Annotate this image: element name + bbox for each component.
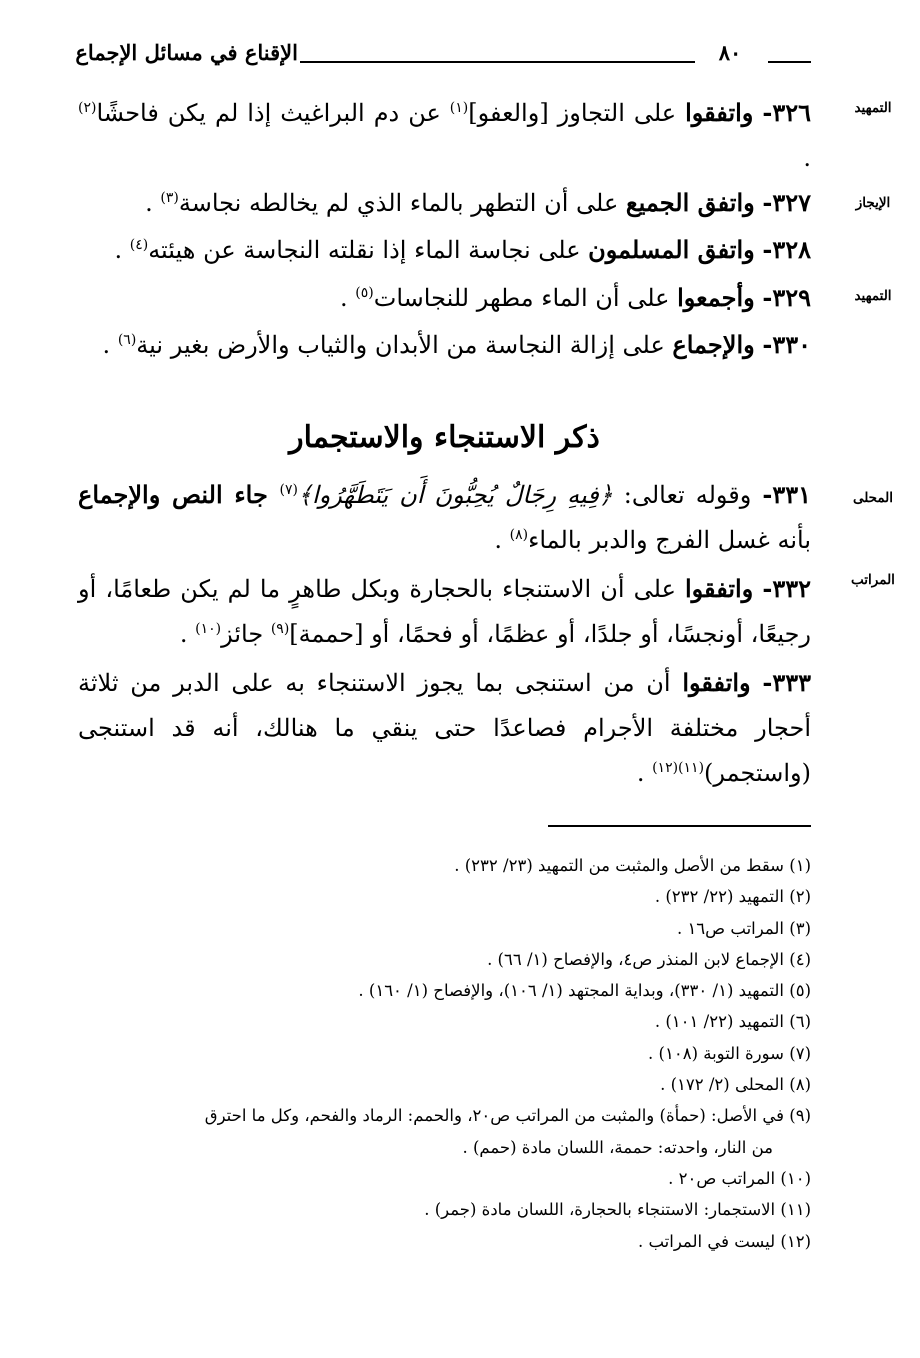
paragraph-text: على أن التطهر بالماء الذي لم يخالطه نجاسة bbox=[178, 189, 626, 217]
footnote-ref: (١) bbox=[449, 100, 469, 116]
paragraph-end: . bbox=[114, 236, 130, 264]
paragraph-number: ٣٣١- bbox=[762, 480, 811, 509]
margin-label-maratib: المراتب bbox=[851, 572, 895, 588]
paragraph-number: ٣٢٩- bbox=[762, 283, 811, 312]
paragraph-328 bbox=[78, 227, 811, 273]
footnote-9: (٩) في الأصل: (حمأة) والمثبت من المراتب ص٢٠، والحمم: الرماد والفحم، وكل ما احترق bbox=[204, 1106, 811, 1126]
margin-label-ijaz: الإيجاز bbox=[855, 195, 891, 211]
paragraph-keyword: واتفقوا bbox=[682, 668, 751, 697]
paragraph-keyword: والإجماع bbox=[672, 330, 755, 359]
footnote-6: (٦) التمهيد (٢٢/ ١٠١) . bbox=[654, 1012, 811, 1032]
footnotes bbox=[70, 850, 811, 1257]
footnote-ref: (٥) bbox=[355, 285, 374, 301]
paragraph-331 bbox=[78, 472, 811, 563]
paragraph-327 bbox=[78, 180, 811, 226]
footnote-3: (٣) المراتب ص١٦ . bbox=[676, 918, 811, 938]
footnote-4: (٤) الإجماع لابن المنذر ص٤، والإفصاح (١/ ٦٦) . bbox=[487, 949, 811, 969]
footnote-ref: (٧) bbox=[279, 482, 298, 498]
paragraph-keyword: واتفق المسلمون bbox=[588, 235, 755, 264]
paragraph-end: . bbox=[145, 189, 161, 217]
footnote-8: (٨) المحلى (٢/ ١٧٢) . bbox=[660, 1075, 811, 1095]
footnote-ref: (٨) bbox=[509, 527, 529, 543]
footnote-separator bbox=[548, 825, 811, 827]
paragraph-end: . bbox=[340, 284, 356, 312]
header-rule bbox=[300, 61, 695, 63]
paragraph-333 bbox=[78, 660, 811, 796]
paragraph-text: على التجاوز [والعفو] bbox=[468, 99, 686, 127]
footnote-ref: (٦) bbox=[117, 332, 137, 348]
paragraph-keyword: واتفقوا bbox=[685, 98, 754, 127]
paragraph-end: . bbox=[102, 331, 118, 359]
paragraph-end: . bbox=[636, 759, 653, 787]
footnote-7: (٧) سورة التوبة (١٠٨) . bbox=[648, 1043, 811, 1063]
footnote-11: (١١) الاستجمار: الاستنجاء بالحجارة، اللسان مادة (جمر) . bbox=[424, 1200, 811, 1220]
paragraph-keyword: واتفق الجميع bbox=[625, 188, 755, 217]
margin-label-tamheed-2: التمهيد bbox=[854, 288, 892, 304]
paragraph-number: ٣٣٠- bbox=[762, 330, 811, 359]
footnote-5: (٥) التمهيد (١/ ٣٣٠)، وبداية المجتهد (١/ ١٠٦)، والإفصاح (١/ ١٦٠) . bbox=[358, 981, 811, 1001]
paragraph-text: على إزالة النجاسة من الأبدان والثياب والأرض بغير نية bbox=[136, 331, 673, 359]
margin-label-tamheed-1: التمهيد bbox=[854, 100, 892, 116]
footnote-ref: (٢) bbox=[78, 100, 97, 116]
paragraph-329 bbox=[78, 275, 811, 321]
paragraph-text: على أن الاستنجاء بالحجارة وبكل طاهرٍ ما لم يكن طعامًا، أو رجيعًا، أونجسًا، أو جلدًا، أو عظمًا، أو فحمًا، أو [حممة] bbox=[78, 575, 811, 648]
footnote-ref: (٤) bbox=[129, 237, 149, 253]
paragraph-text: وقوله تعالى: bbox=[612, 481, 763, 509]
running-title: الإقناع في مسائل الإجماع bbox=[75, 40, 298, 65]
paragraph-number: ٣٢٨- bbox=[762, 235, 811, 264]
paragraph-number: ٣٢٧- bbox=[762, 188, 811, 217]
paragraph-number: ٣٣٢- bbox=[762, 574, 811, 603]
paragraph-keyword: واتفقوا bbox=[684, 574, 754, 603]
paragraph-text: جائز bbox=[221, 620, 271, 648]
footnote-1: (١) سقط من الأصل والمثبت من التمهيد (٢٣/ ٢٣٢) . bbox=[454, 856, 811, 875]
paragraph-text: بأنه غسل الفرج والدبر بالماء bbox=[528, 526, 811, 554]
margin-label-muhalla: المحلى bbox=[852, 490, 894, 506]
footnote-ref: (١١)(١٢) bbox=[652, 760, 705, 776]
paragraph-332 bbox=[78, 566, 811, 657]
footnote-9-continued: من النار، واحدته: حممة، اللسان مادة (حمم) . bbox=[462, 1137, 773, 1157]
paragraph-number: ٣٢٦- bbox=[762, 98, 812, 127]
footnote-12: (١٢) ليست في المراتب . bbox=[637, 1231, 811, 1251]
paragraph-text: عن دم البراغيث إذا لم يكن فاحشًا bbox=[96, 99, 450, 127]
paragraph-end: . bbox=[179, 620, 196, 648]
section-heading: ذكر الاستنجاء والاستجمار bbox=[289, 420, 600, 455]
footnote-ref: (١٠) bbox=[195, 621, 222, 637]
header-rule-right bbox=[768, 61, 811, 63]
footnote-2: (٢) التمهيد (٢٢/ ٢٣٢) . bbox=[654, 887, 811, 907]
footnote-10: (١٠) المراتب ص٢٠ . bbox=[668, 1168, 811, 1188]
paragraph-text: على نجاسة الماء إذا نقلته النجاسة عن هيئته bbox=[148, 236, 589, 264]
footnote-ref: (٣) bbox=[160, 190, 179, 206]
quran-verse: ﴿فِيهِ رِجَالٌ يُحِبُّونَ أَن يَتَطَهَّرُوا﴾ bbox=[297, 481, 613, 509]
paragraph-330 bbox=[78, 322, 811, 368]
page-number: ٨٠ bbox=[718, 40, 742, 65]
paragraph-text: على أن الماء مطهر للنجاسات bbox=[373, 284, 678, 312]
paragraph-text: أن من استنجى بما يجوز الاستنجاء به على الدبر من ثلاثة أحجار مختلفة الأجرام فصاعدًا حتى ينقي ما هنالك، أنه قد استنجى (واستجمر) bbox=[78, 669, 811, 787]
paragraph-keyword: جاء النص والإجماع bbox=[78, 480, 280, 509]
paragraph-end: . bbox=[803, 144, 811, 172]
paragraph-end: . bbox=[494, 526, 510, 554]
paragraph-keyword: وأجمعوا bbox=[677, 283, 755, 312]
paragraph-326 bbox=[78, 90, 811, 181]
paragraph-number: ٣٣٣- bbox=[762, 668, 811, 697]
footnote-ref: (٩) bbox=[270, 621, 290, 637]
